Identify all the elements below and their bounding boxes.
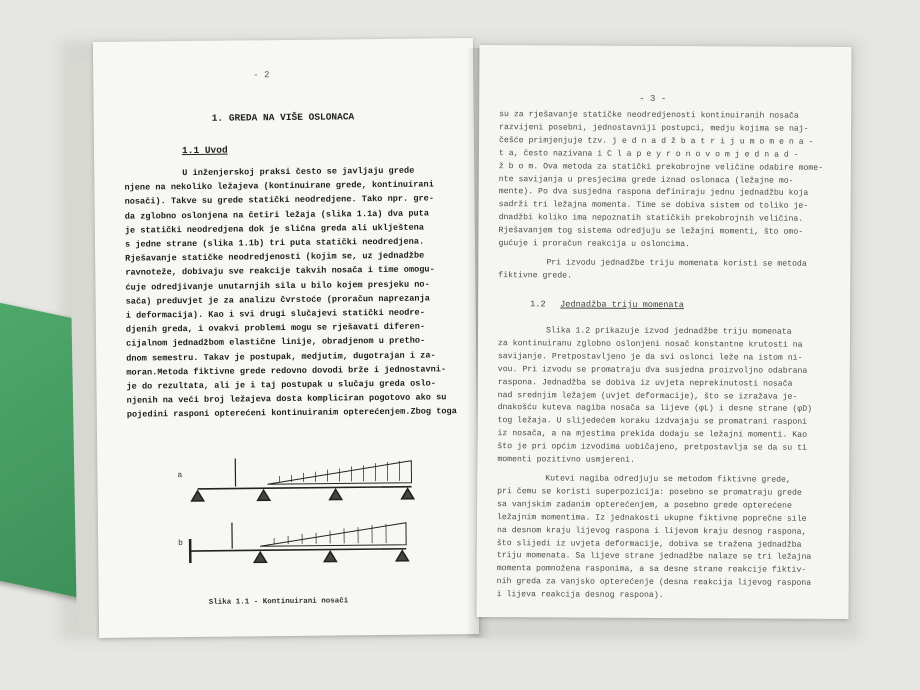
text-line: djenih greda, i ovakvi problemi mogu se rješavati diferen- (125, 321, 426, 335)
text-line: momenta pomnožena rasponima, a sa desne strane reakcije fiktiv- (496, 564, 807, 576)
text-line: su za rješavanje statičke neodredjenosti kontinuiranih nosača (499, 110, 799, 121)
beam-figure (177, 449, 423, 601)
text-line: tog ležaja. U slijedećem koraku izdvajaju se promatrani rasponi (497, 416, 808, 428)
section-title-uvod: 1.1 Uvod (181, 144, 228, 157)
text-line: vou. Pri izvodu se promatraju dva susjedna proizvoljno odabrana (497, 364, 808, 376)
text-line: češće primjenjuje tzv. j e d n a d ž b a t r i j u m o m e n a - (498, 135, 814, 147)
beam-b (190, 521, 408, 563)
text-line: Pri izvodu jednadžbe triju momenata koristi se metoda (546, 258, 807, 269)
fig-label-a: a (177, 471, 183, 481)
text-line: je statički neodredjena dok je slična greda ali uklještena (124, 222, 425, 236)
chapter-title: 1. GREDA NA VIŠE OSLONACA (211, 111, 355, 124)
text-line: što je pri općim izvodima uobičajeno, pretpostavlja se da su ti (497, 442, 807, 453)
text-line: ravnoteže, dobivaju sve reakcije takvih nosača i time omogu- (125, 264, 435, 279)
text-line: ležajnim momentima. Iz jednakosti ukupne fiktivne poprečne sile (497, 512, 807, 524)
text-line: cijalnom jednadžbom elastične linije, obradjenom u pretho- (126, 335, 426, 350)
text-line: mente). Po dva susjedna raspona definiraju jednu jednadžbu koja (498, 187, 809, 199)
text-line: nih greda za vanjsko opterećenje (desna reakcija lijevog raspona (496, 577, 812, 588)
text-line: sa vanjskim zadanim opterećenjem, a posebno grede opterećene (497, 499, 792, 511)
page-number-left: - 2 (253, 70, 270, 81)
text-line: ćuje odredjivanje unutarnjih sila u bilo kojem presjeku no- (125, 279, 430, 293)
text-line: nad srednjim ležajem (uvjet deformacije), što se izražava je- (497, 390, 798, 402)
text-line: da zglobno oslonjena na četiri ležaja (slika 1.1a) dva puta (124, 208, 430, 222)
section-title-jednadzba: Jednadžba triju momenata (560, 299, 684, 311)
text-line: fiktivne grede. (498, 271, 573, 281)
text-line: savijanje. Pretpostavljeno je da svi oslonci leže na istom ni- (497, 351, 803, 363)
text-line: njenih na veći broj ležajeva dosta kompliciran pogotovo ako su (126, 392, 447, 406)
text-line: pojedini rasponi opterećeni kontinuiranim opterećenjem.Zbog toga (126, 406, 457, 421)
section-number-1-2: 1.2 (530, 299, 546, 310)
text-line: s jedne strane (slika 1.1b) tri puta statički neodredjena. (124, 236, 425, 250)
text-line: Slika 1.2 prikazuje izvod jednadžbe triju momenata (545, 326, 792, 337)
text-line: Rješavanje statičke neodredjenosti (kojim se, uz jednadžbe (125, 250, 425, 264)
fig-label-b: b (178, 539, 184, 549)
text-line: pri čemu se koristi superpozicija: posebno se promatraju grede (497, 487, 802, 498)
text-line: Rješavanjem tog sistema odredjuju se ležajni momenti, što omo- (498, 226, 804, 237)
text-line: dnakošću kuteva nagiba nosača sa lijeve (φL) i desne strane (φD) (497, 403, 813, 415)
text-line: U inženjerskoj praksi često se javljaju grede (182, 165, 415, 179)
beam-a (191, 457, 413, 501)
text-line: momenti pozitivno usmjereni. (497, 455, 635, 465)
text-line: moran.Metoda fiktivne grede redovno dovodi brže i jednostavni- (126, 364, 447, 378)
text-line: triju momenata. Sa lijeve strane jednadžbe nalaze se tri ležajna (496, 551, 812, 563)
text-line: je do rezultata, ali je i taj postupak u slučaju greda oslo- (126, 378, 436, 392)
text-line: nte savijanja u presjecima grede iznad oslonaca (ležajne mo- (498, 174, 794, 186)
left-page (93, 38, 479, 638)
text-line: i deformacija). Kao i svi drugi slučajevi statički neodre- (125, 307, 425, 321)
text-line: što slijedi iz uvjeta deformacije, dobiva se tražena jednadžba (496, 538, 802, 550)
text-line: t a, često nazivana i C l a p e y r o n o v o m j e d n a d - (498, 148, 799, 160)
text-line: iz nosača, a na mjestima prekida dodaju se ležajni momenti. Kao (497, 429, 808, 440)
text-line: dnadžbi koliko ima nepoznatih statičkih prekobrojnih veličina. (498, 213, 804, 224)
text-line: Kutevi nagiba odredjuju se metodom fiktivne grede, (545, 474, 791, 485)
figure-caption: Slika 1.1 - Kontinuirani nosači (208, 597, 349, 607)
text-line: na desnom kraju lijevog raspona i lijevom kraju desnog raspona, (496, 525, 807, 537)
text-line: sača) preduvjet je za analizu čvrstoće (proračun naprezanja (125, 293, 430, 307)
right-page (477, 45, 852, 619)
text-line: njene na nekoliko ležajeva (kontinuirane grede, kontinuirani (124, 179, 434, 193)
text-line: ž b o m. Ova metoda za statički prekobrojne veličine odabire mome- (498, 161, 824, 173)
text-line: za kontinuiranu zglobno oslonjeni nosač konstantne krutosti na (497, 339, 803, 350)
text-line: dnom semestru. Takav je postupak, medjutim, dugotrajan i za- (126, 350, 436, 364)
text-line: i lijeva reakcija desnog raspona). (496, 590, 664, 601)
text-line: razvijeni posebni, jednostavniji postupci, medju kojima se naj- (499, 123, 809, 134)
text-line: gućuje i proračun reakcija u osloncima. (498, 239, 691, 250)
text-line: raspona. Jednadžba se dobiva iz uvjeta neprekinutosti nosača (497, 377, 793, 389)
page-number-right: - 3 - (639, 93, 667, 105)
text-line: nosači). Takve su grede statički neodredjene. Tako npr. gre- (124, 193, 435, 208)
text-line: sadrži tri ležajna momenta. Time se dobiva sistem od toliko je- (498, 200, 809, 212)
